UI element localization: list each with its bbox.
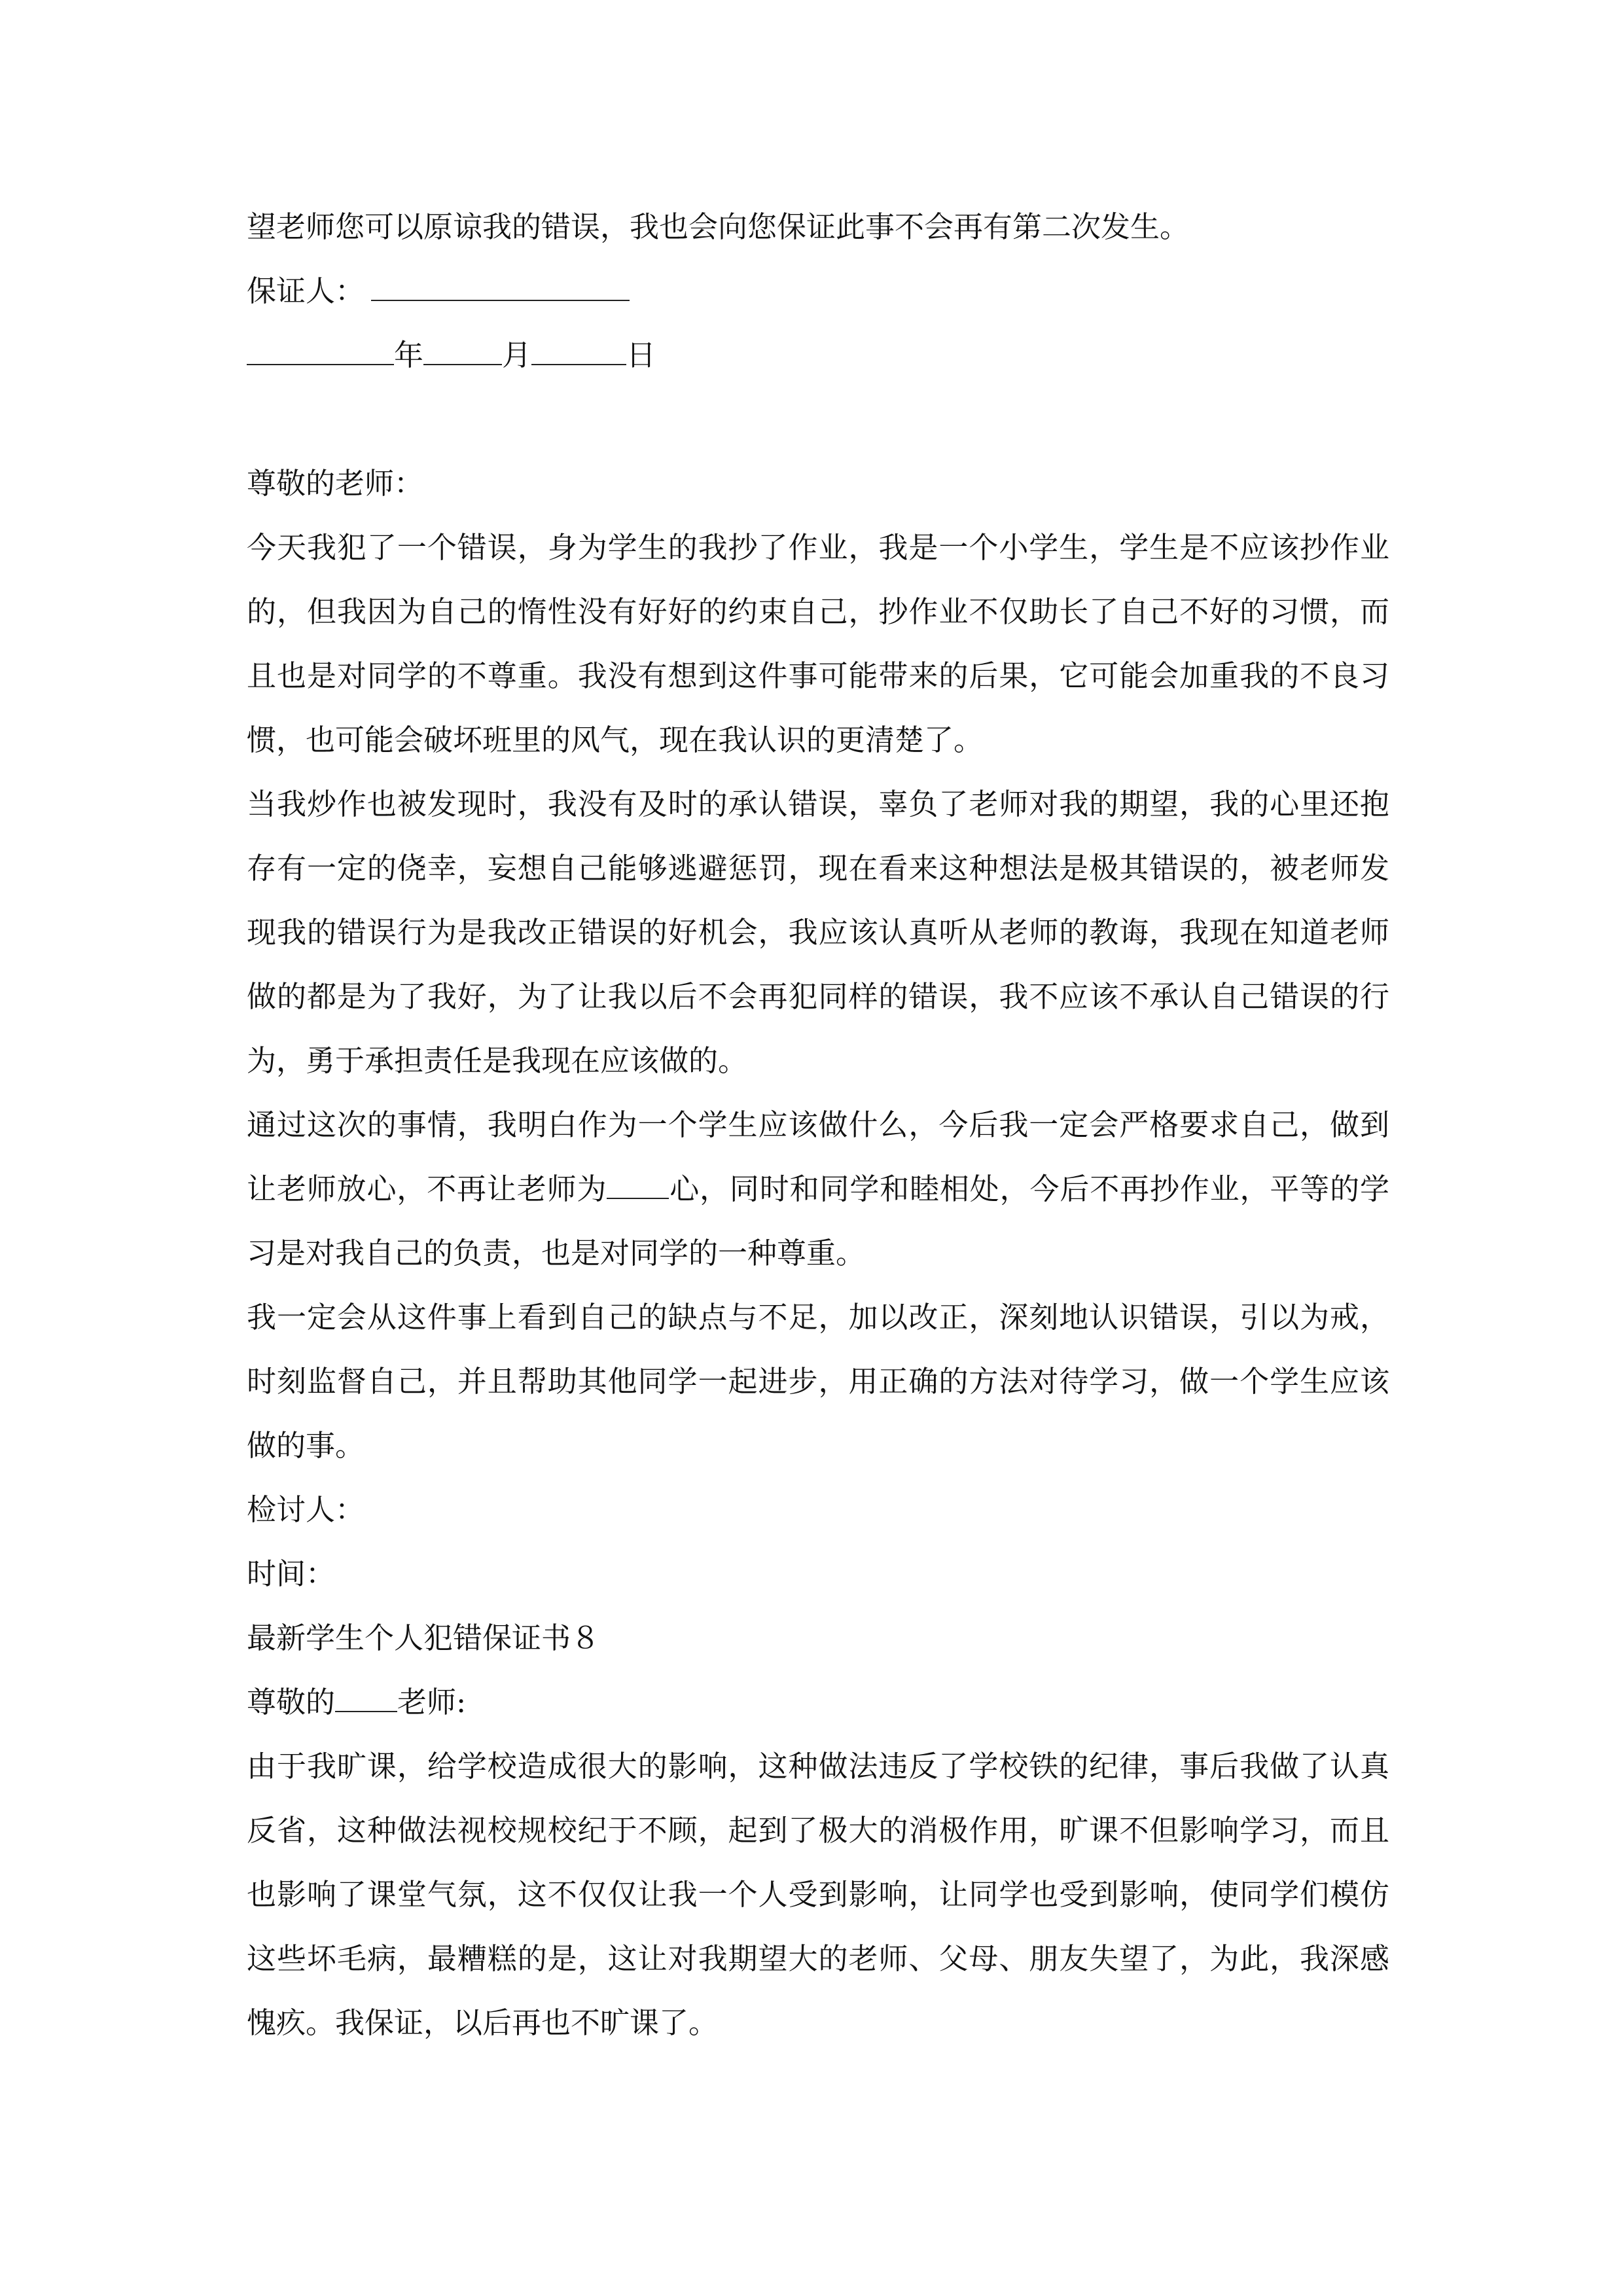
salutation-2 [247,1670,1389,1734]
reviewer-line: 检讨人： [247,1492,365,1527]
year-blank [247,330,394,365]
salutation-2-part-a: 尊敬的 [247,1685,336,1719]
pledger-signature-blank [371,266,630,301]
month-label: 月 [502,338,532,372]
paragraph-5: 由于我旷课，给学校造成很大的影响，这种做法违反了学校铁的纪律，事后我做了认真反省，这种做法视校规校纪于不顾，起到了极大的消极作用，旷课不但影响学习，而且也影响了课堂气氛，这不仅仅让我一个人受到影响，让同学也受到影响，使同学们模仿这些坏毛病，最糟糕的是，这让对我期望大的老师、父母、朋友失望了，为此，我深感愧疚。我保证，以后再也不旷课了。 [247,1749,1389,2040]
pledger-label: 保证人： [247,274,365,308]
paragraph-3-part-b: 心，同时和同学和睦相处，今后不再抄作业，平等的学习是对我自己的负责，也是对同学的一种尊重。 [247,1172,1389,1270]
section-spacer [247,387,1389,452]
paragraph-3 [247,1093,1389,1285]
date-line [247,323,1389,387]
paragraph-1: 今天我犯了一个错误，身为学生的我抄了作业，我是一个小学生，学生是不应该抄作业的，但我因为自己的惰性没有好好的约束自己，抄作业不仅助长了自己不好的习惯，而且也是对同学的不尊重。我没有想到这件事可能带来的后果，它可能会加重我的不良习惯，也可能会破坏班里的风气，现在我认识的更清楚了。 [247,530,1389,757]
month-blank [423,330,502,365]
paragraph-2: 当我炒作也被发现时，我没有及时的承认错误，辜负了老师对我的期望，我的心里还抱存有一定的侥幸，妄想自己能够逃避惩罚，现在看来这种想法是极其错误的，被老师发现我的错误行为是我改正错误的好机会，我应该认真听从老师的教诲，我现在知道老师做的都是为了我好，为了让我以后不会再犯同样的错误，我不应该不承认自己错误的行为，勇于承担责任是我现在应该做的。 [247,787,1389,1078]
section-heading: 最新学生个人犯错保证书８ [247,1621,601,1655]
teacher-name-blank [335,1677,397,1712]
pledger-line [247,259,1389,323]
day-blank [531,330,626,365]
worry-blank [607,1164,669,1199]
day-label: 日 [626,338,656,372]
time-line: 时间： [247,1556,336,1591]
year-label: 年 [394,338,424,372]
paragraph-3-part-a: 通过这次的事情，我明白作为一个学生应该做什么，今后我一定会严格要求自己，做到让老师放心，不再让老师为 [247,1107,1389,1206]
document-body [247,195,1389,2055]
salutation-1: 尊敬的老师： [247,466,424,501]
paragraph-4: 我一定会从这件事上看到自己的缺点与不足，加以改正，深刻地认识错误，引以为戒，时刻监督自己，并且帮助其他同学一起进步，用正确的方法对待学习，做一个学生应该做的事。 [247,1300,1389,1463]
closing-line: 望老师您可以原谅我的错误，我也会向您保证此事不会再有第二次发生。 [247,209,1190,244]
salutation-2-part-b: 老师: [397,1685,467,1719]
